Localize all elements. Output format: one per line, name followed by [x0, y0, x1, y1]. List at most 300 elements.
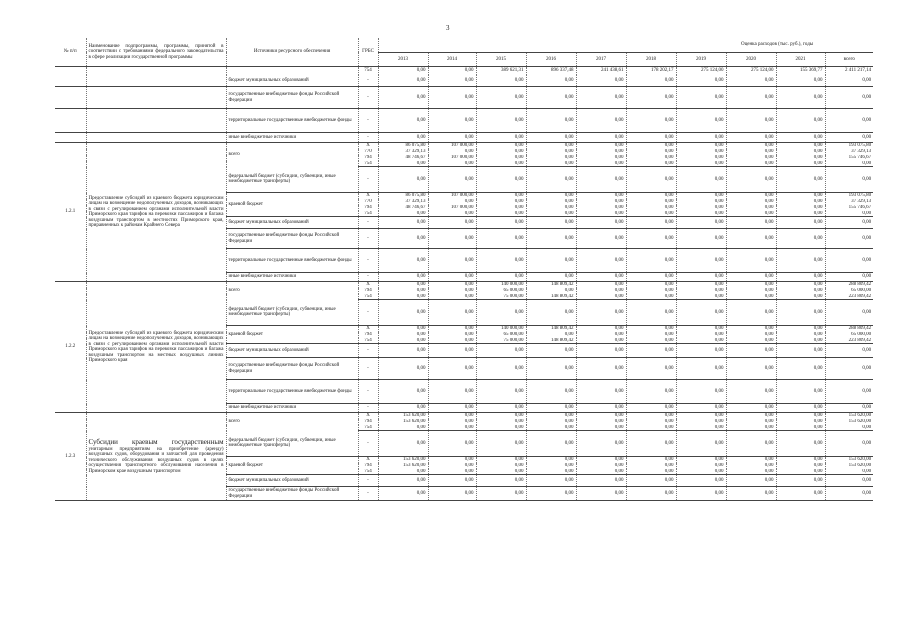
value-cell: 0,00 [676, 431, 726, 457]
value-cell: 0,00 [825, 161, 873, 167]
value-cell: 0,00 [626, 358, 676, 380]
value-cell: 0,00 [825, 87, 873, 109]
value-cell: 193 075,80 [825, 193, 873, 199]
header-year: 2016 [526, 52, 576, 66]
value-cell: 0,00 [428, 358, 476, 380]
value-cell: 0,00 [825, 249, 873, 273]
value-cell: 0,00 [476, 358, 526, 380]
value-cell: 37 329,13 [378, 199, 428, 205]
value-cell: 153 620,00 [378, 419, 428, 425]
value-cell: 0,00 [428, 161, 476, 167]
header-year: 2018 [626, 52, 676, 66]
source-label: всего [226, 143, 358, 167]
value-cell: 0,00 [776, 193, 825, 199]
value-cell: 0,00 [726, 326, 776, 332]
value-cell: 0,00 [576, 404, 626, 413]
value-cell: 0,00 [476, 149, 526, 155]
value-cell: 0,00 [476, 273, 526, 282]
value-cell: 0,00 [526, 75, 576, 87]
value-cell: 0,00 [726, 87, 776, 109]
source-label: краевой бюджет [226, 457, 358, 475]
source-label: федеральный бюджет (субсидии, субвенции, иные межбюджетные трансферты) [226, 431, 358, 457]
value-cell: 0,00 [428, 338, 476, 344]
grbs-cell: X [358, 143, 378, 149]
value-cell: 0,00 [476, 431, 526, 457]
value-cell: 0,00 [428, 463, 476, 469]
value-cell: 0,00 [676, 419, 726, 425]
value-cell: 0,00 [626, 167, 676, 193]
value-cell: 0,00 [378, 109, 428, 133]
value-cell: 0,00 [626, 294, 676, 300]
value-cell: 0,00 [825, 431, 873, 457]
blank-cell [86, 75, 226, 87]
value-cell: 0,00 [526, 300, 576, 326]
value-cell: 0,00 [526, 193, 576, 199]
value-cell: 0,00 [676, 425, 726, 431]
value-cell: 153 620,00 [378, 463, 428, 469]
value-cell: 0,00 [726, 155, 776, 161]
value-cell: 0,00 [476, 380, 526, 404]
source-label: государственные внебюджетные фонды Российской Федерации [226, 358, 358, 380]
value-cell: 0,00 [626, 338, 676, 344]
value-cell: 0,00 [676, 211, 726, 217]
value-cell: 0,00 [825, 358, 873, 380]
value-cell: 153 620,00 [825, 457, 873, 463]
value-cell: 0,00 [676, 273, 726, 282]
value-cell: 0,00 [676, 75, 726, 87]
header-year: 2015 [476, 52, 526, 66]
value-cell: 0,00 [428, 167, 476, 193]
value-cell: 0,00 [626, 431, 676, 457]
grbs-cell: - [358, 487, 378, 501]
value-cell: 0,00 [676, 167, 726, 193]
value-cell: 0,00 [776, 425, 825, 431]
value-cell: 0,00 [476, 463, 526, 469]
value-cell: 0,00 [676, 344, 726, 358]
value-cell: 0,00 [576, 413, 626, 419]
grbs-cell: - [358, 133, 378, 143]
value-cell: 0,00 [726, 149, 776, 155]
source-label: территориальные государственные внебюджетные фонды [226, 380, 358, 404]
value-cell: 0,00 [378, 167, 428, 193]
value-cell: 0,00 [726, 457, 776, 463]
value-cell: 0,00 [825, 475, 873, 487]
grbs-cell: X [358, 413, 378, 419]
value-cell: 0,00 [676, 294, 726, 300]
value-cell: 0,00 [676, 332, 726, 338]
value-cell: 0,00 [626, 419, 676, 425]
value-cell: 0,00 [476, 469, 526, 475]
value-cell: 0,00 [526, 149, 576, 155]
grbs-cell: - [358, 404, 378, 413]
value-cell: 65 000,00 [825, 332, 873, 338]
value-cell: 0,00 [476, 205, 526, 211]
header-year: 2014 [428, 52, 476, 66]
value-cell: 0,00 [825, 469, 873, 475]
value-cell: 0,00 [825, 229, 873, 249]
source-label: краевой бюджет [226, 193, 358, 217]
value-cell: 37 329,13 [825, 199, 873, 205]
value-cell: 0,00 [476, 457, 526, 463]
header-year: 2017 [576, 52, 626, 66]
value-cell: 148 809,42 [526, 294, 576, 300]
grbs-cell: - [358, 217, 378, 229]
value-cell: 896 337,48 [526, 67, 576, 75]
grbs-cell: 794 [358, 288, 378, 294]
s121-number: 1.2.1 [55, 143, 86, 282]
value-cell: 0,00 [476, 413, 526, 419]
value-cell: 0,00 [676, 229, 726, 249]
value-cell: 0,00 [476, 199, 526, 205]
value-cell: 0,00 [676, 282, 726, 288]
value-cell: 0,00 [576, 273, 626, 282]
value-cell: 0,00 [428, 326, 476, 332]
value-cell: 0,00 [626, 487, 676, 501]
value-cell: 0,00 [526, 463, 576, 469]
grbs-cell: - [358, 431, 378, 457]
value-cell: 0,00 [676, 300, 726, 326]
value-cell: 0,00 [676, 133, 726, 143]
value-cell: 0,00 [825, 109, 873, 133]
source-label: государственные внебюджетные фонды Российской Федерации [226, 87, 358, 109]
value-cell: 0,00 [378, 273, 428, 282]
header-estimate: Оценка расходов (тыс. руб.), годы [378, 38, 873, 52]
value-cell: 0,00 [428, 294, 476, 300]
value-cell: 0,00 [726, 469, 776, 475]
value-cell: 0,00 [626, 193, 676, 199]
value-cell: 0,00 [476, 211, 526, 217]
value-cell: 0,00 [428, 487, 476, 501]
value-cell: 0,00 [825, 487, 873, 501]
value-cell: 0,00 [428, 457, 476, 463]
value-cell: 0,00 [726, 205, 776, 211]
value-cell: 0,00 [825, 75, 873, 87]
value-cell: 0,00 [676, 205, 726, 211]
value-cell: 0,00 [526, 380, 576, 404]
value-cell: 0,00 [776, 413, 825, 419]
value-cell: 153 620,00 [378, 413, 428, 419]
grbs-cell: 770 [358, 199, 378, 205]
value-cell: 0,00 [526, 457, 576, 463]
value-cell: 0,00 [378, 425, 428, 431]
value-cell: 0,00 [626, 133, 676, 143]
value-cell: 0,00 [776, 249, 825, 273]
value-cell: 0,00 [626, 404, 676, 413]
value-cell: 0,00 [428, 199, 476, 205]
value-cell: 0,00 [776, 205, 825, 211]
value-cell: 0,00 [626, 413, 676, 419]
value-cell: 0,00 [526, 155, 576, 161]
value-cell: 0,00 [776, 143, 825, 149]
value-cell: 0,00 [825, 344, 873, 358]
value-cell: 0,00 [576, 475, 626, 487]
value-cell: 0,00 [576, 463, 626, 469]
value-cell: 0,00 [676, 358, 726, 380]
value-cell: 0,00 [576, 229, 626, 249]
value-cell: 0,00 [378, 229, 428, 249]
value-cell: 0,00 [476, 404, 526, 413]
value-cell: 0,00 [378, 344, 428, 358]
value-cell: 0,00 [526, 249, 576, 273]
value-cell: 0,00 [776, 217, 825, 229]
value-cell: 0,00 [476, 193, 526, 199]
value-cell: 0,00 [776, 431, 825, 457]
description-text: Предоставление субсидий из краевого бюджета юридическим лицам на возмещение недополученных доходов, возникающих в связи с регулированием органами исполнительной власти Приморского края тарифов на перевозки пассажиров и багажа воздушным транспортом на местных воздушных линиях Приморского края [88, 330, 224, 363]
value-cell: 0,00 [526, 211, 576, 217]
value-cell: 0,00 [626, 205, 676, 211]
value-cell: 0,00 [726, 419, 776, 425]
value-cell: 0,00 [776, 133, 825, 143]
grbs-cell: - [358, 87, 378, 109]
value-cell: 0,00 [576, 419, 626, 425]
value-cell: 0,00 [576, 344, 626, 358]
blank-cell [86, 133, 226, 143]
value-cell: 0,00 [726, 249, 776, 273]
grbs-cell: - [358, 344, 378, 358]
value-cell: 140 000,00 [476, 282, 526, 288]
value-cell: 241 438,61 [576, 67, 626, 75]
value-cell: 0,00 [776, 380, 825, 404]
value-cell: 0,00 [776, 338, 825, 344]
value-cell: 275 124,00 [726, 67, 776, 75]
value-cell: 0,00 [428, 109, 476, 133]
value-cell: 0,00 [476, 229, 526, 249]
value-cell: 0,00 [576, 155, 626, 161]
value-cell: 0,00 [378, 380, 428, 404]
s121-description [86, 143, 226, 282]
value-cell: 0,00 [676, 469, 726, 475]
source-label: федеральный бюджет (субсидии, субвенции, иные межбюджетные трансферты) [226, 300, 358, 326]
value-cell: 0,00 [428, 380, 476, 404]
value-cell: 0,00 [526, 143, 576, 149]
value-cell: 288 809,42 [825, 282, 873, 288]
grbs-cell: 794 [358, 155, 378, 161]
grbs-cell: - [358, 273, 378, 282]
expenditure-table [55, 38, 873, 501]
value-cell: 0,00 [576, 380, 626, 404]
value-cell: 0,00 [626, 332, 676, 338]
blank-cell [55, 109, 86, 133]
value-cell: 0,00 [626, 109, 676, 133]
value-cell: 0,00 [476, 475, 526, 487]
value-cell: 0,00 [378, 75, 428, 87]
value-cell: 0,00 [576, 199, 626, 205]
value-cell: 0,00 [726, 431, 776, 457]
value-cell: 0,00 [526, 161, 576, 167]
value-cell: 0,00 [428, 469, 476, 475]
value-cell: 0,00 [776, 469, 825, 475]
grbs-cell: - [358, 249, 378, 273]
value-cell: 0,00 [526, 288, 576, 294]
value-cell: 0,00 [476, 155, 526, 161]
value-cell: 0,00 [476, 300, 526, 326]
value-cell: 0,00 [378, 332, 428, 338]
header-no: № п/п [63, 49, 77, 55]
source-label: бюджет муниципальных образований [226, 217, 358, 229]
value-cell: 75 000,00 [476, 294, 526, 300]
source-label: всего [226, 413, 358, 431]
value-cell: 0,00 [825, 211, 873, 217]
value-cell: 0,00 [776, 229, 825, 249]
value-cell: 148 809,42 [526, 282, 576, 288]
source-label: территориальные государственные внебюджетные фонды [226, 109, 358, 133]
value-cell: 288 809,42 [825, 326, 873, 332]
value-cell: 0,00 [776, 167, 825, 193]
value-cell: 0,00 [526, 205, 576, 211]
value-cell: 0,00 [428, 67, 476, 75]
value-cell: 0,00 [776, 288, 825, 294]
value-cell: 155 746,67 [825, 205, 873, 211]
blank-cell [55, 67, 86, 75]
value-cell: 0,00 [626, 457, 676, 463]
value-cell: 86 075,80 [378, 193, 428, 199]
value-cell: 178 202,17 [626, 67, 676, 75]
value-cell: 0,00 [576, 149, 626, 155]
value-cell: 0,00 [576, 211, 626, 217]
value-cell: 0,00 [476, 109, 526, 133]
value-cell: 0,00 [676, 155, 726, 161]
value-cell: 0,00 [476, 87, 526, 109]
value-cell: 0,00 [676, 338, 726, 344]
grbs-cell: - [358, 358, 378, 380]
value-cell: 0,00 [825, 167, 873, 193]
value-cell: 0,00 [626, 475, 676, 487]
value-cell: 0,00 [428, 229, 476, 249]
header-name: Наименование подпрограммы, программы, принятой в соответствии с требованиями федерального законодательства в сфере реализации государственной программы [86, 38, 226, 67]
value-cell: 0,00 [626, 380, 676, 404]
value-cell: 0,00 [776, 358, 825, 380]
value-cell: 0,00 [576, 358, 626, 380]
value-cell: 0,00 [378, 338, 428, 344]
value-cell: 0,00 [428, 300, 476, 326]
value-cell: 0,00 [576, 133, 626, 143]
value-cell: 0,00 [526, 133, 576, 143]
value-cell: 0,00 [428, 425, 476, 431]
value-cell: 0,00 [526, 475, 576, 487]
value-cell: 0,00 [726, 167, 776, 193]
description-text: Предоставление субсидий из краевого бюджета юридическим лицам на возмещение недополученных доходов, возникающих в связи с регулированием органами исполнительной власти Приморского края тарифов на перевозки пассажиров и багажа воздушным транспортом в местностях Приморского края, приравненных к районам Крайнего Севера [88, 195, 224, 228]
s122-number: 1.2.2 [55, 282, 86, 413]
blank-cell [55, 87, 86, 109]
value-cell: 0,00 [776, 419, 825, 425]
value-cell: 0,00 [378, 87, 428, 109]
value-cell: 148 809,42 [526, 338, 576, 344]
value-cell: 2 411 217,14 [825, 67, 873, 75]
value-cell: 0,00 [428, 133, 476, 143]
blank-cell [86, 109, 226, 133]
value-cell: 223 809,42 [825, 338, 873, 344]
value-cell: 0,00 [776, 326, 825, 332]
source-label: территориальные государственные внебюджетные фонды [226, 249, 358, 273]
grbs-cell: 754 [358, 67, 378, 75]
value-cell: 0,00 [378, 133, 428, 143]
value-cell: 0,00 [626, 75, 676, 87]
grbs-cell: 794 [358, 419, 378, 425]
value-cell: 107 000,00 [428, 143, 476, 149]
grbs-cell: 794 [358, 205, 378, 211]
value-cell: 153 620,00 [378, 457, 428, 463]
value-cell: 0,00 [526, 431, 576, 457]
value-cell: 0,00 [576, 338, 626, 344]
value-cell: 0,00 [428, 419, 476, 425]
value-cell: 0,00 [776, 87, 825, 109]
value-cell: 0,00 [626, 300, 676, 326]
value-cell: 0,00 [576, 288, 626, 294]
value-cell: 0,00 [726, 133, 776, 143]
value-cell: 148 809,42 [526, 326, 576, 332]
value-cell: 0,00 [676, 161, 726, 167]
value-cell: 0,00 [428, 211, 476, 217]
blank-cell [55, 133, 86, 143]
value-cell: 0,00 [825, 273, 873, 282]
value-cell: 0,00 [825, 425, 873, 431]
grbs-cell: 754 [358, 425, 378, 431]
value-cell: 0,00 [378, 211, 428, 217]
value-cell: 0,00 [676, 326, 726, 332]
value-cell: 65 000,00 [476, 288, 526, 294]
value-cell: 0,00 [726, 300, 776, 326]
value-cell: 0,00 [776, 109, 825, 133]
value-cell: 389 621,31 [476, 67, 526, 75]
value-cell: 0,00 [428, 282, 476, 288]
value-cell: 0,00 [428, 332, 476, 338]
value-cell: 0,00 [476, 143, 526, 149]
value-cell: 0,00 [676, 404, 726, 413]
value-cell: 65 000,00 [825, 288, 873, 294]
grbs-cell: X [358, 193, 378, 199]
value-cell: 0,00 [626, 217, 676, 229]
value-cell: 0,00 [476, 217, 526, 229]
value-cell: 0,00 [626, 282, 676, 288]
value-cell: 0,00 [776, 463, 825, 469]
value-cell: 0,00 [726, 332, 776, 338]
value-cell: 0,00 [428, 431, 476, 457]
value-cell: 0,00 [378, 487, 428, 501]
value-cell: 0,00 [428, 75, 476, 87]
header-year: 2021 [776, 52, 825, 66]
value-cell: 0,00 [526, 199, 576, 205]
value-cell: 86 075,80 [378, 143, 428, 149]
value-cell: 37 329,13 [378, 149, 428, 155]
description-text: унитарным предприятиям на приобретение (аренду) воздушных судов, оборудования и запчастей для проведения технического обслуживания воздушных судов в целях осуществления транспортного обслуживания населения в Приморском крае воздушным транспортом [88, 446, 224, 474]
value-cell: 0,00 [626, 143, 676, 149]
value-cell: 0,00 [726, 404, 776, 413]
value-cell: 0,00 [576, 457, 626, 463]
value-cell: 0,00 [576, 161, 626, 167]
value-cell: 0,00 [776, 155, 825, 161]
value-cell: 0,00 [726, 463, 776, 469]
value-cell: 0,00 [726, 358, 776, 380]
value-cell: 0,00 [526, 344, 576, 358]
value-cell: 0,00 [576, 431, 626, 457]
value-cell: 275 124,00 [676, 67, 726, 75]
value-cell: 0,00 [825, 133, 873, 143]
value-cell: 0,00 [726, 217, 776, 229]
value-cell: 0,00 [378, 358, 428, 380]
value-cell: 0,00 [526, 332, 576, 338]
value-cell: 0,00 [476, 133, 526, 143]
header-year: 2013 [378, 52, 428, 66]
value-cell: 0,00 [676, 199, 726, 205]
value-cell: 0,00 [626, 249, 676, 273]
value-cell: 0,00 [776, 294, 825, 300]
grbs-cell: - [358, 229, 378, 249]
value-cell: 0,00 [726, 294, 776, 300]
value-cell: 0,00 [626, 161, 676, 167]
value-cell: 0,00 [576, 249, 626, 273]
value-cell: 0,00 [776, 457, 825, 463]
value-cell: 0,00 [626, 87, 676, 109]
